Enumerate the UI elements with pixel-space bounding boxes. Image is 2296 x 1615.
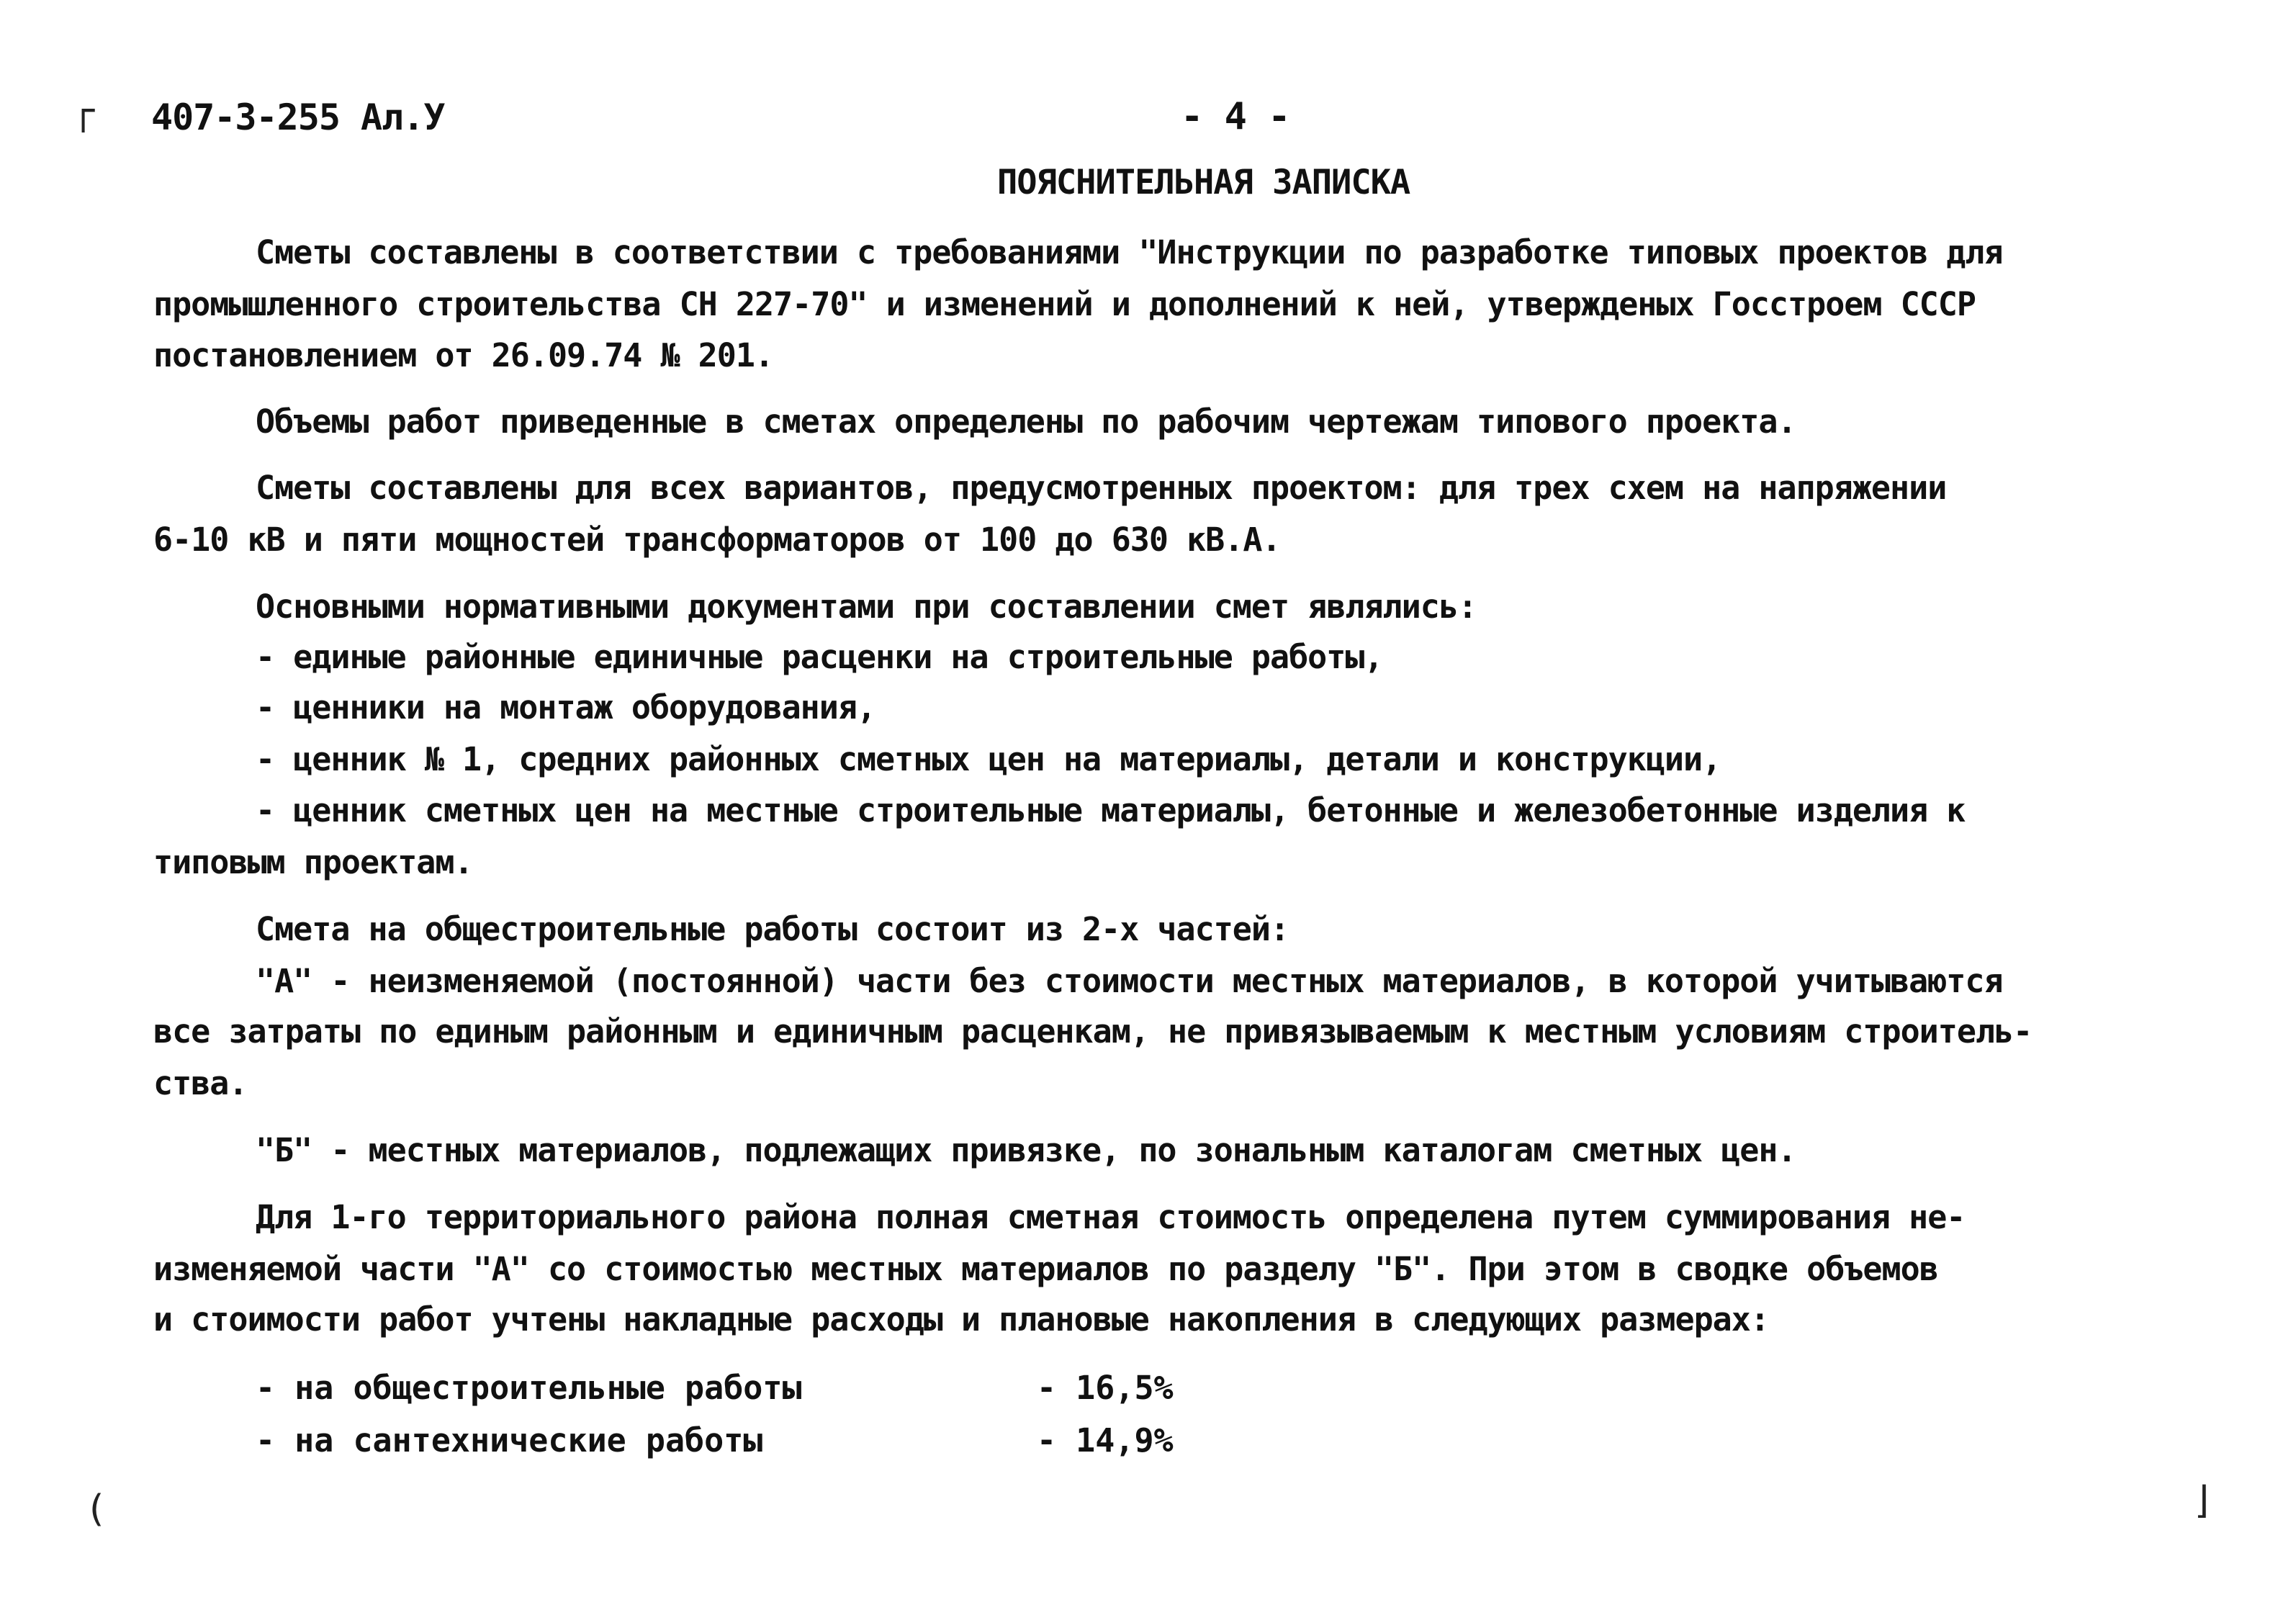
page-title: ПОЯСНИТЕЛЬНАЯ ЗАПИСКА — [997, 163, 1410, 202]
list-item: - единые районные единичные расценки на строительные работы, — [256, 638, 1383, 676]
text-line: Основными нормативными документами при составлении смет являлись: — [256, 588, 1477, 626]
document-code: 407-3-255 Ал.У — [151, 96, 445, 138]
corner-mark-top-left: ┌ — [72, 89, 95, 132]
text-line: "Б" - местных материалов, подлежащих привязке, по зональным каталогам сметных цен. — [256, 1131, 1796, 1169]
rate-value: - 16,5% — [1037, 1369, 1174, 1407]
text-line: все затраты по единым районным и единичным расценкам, не привязываемым к местным условиям строитель- — [153, 1012, 2032, 1051]
text-line: промышленного строительства СН 227-70" и изменений и дополнений к ней, утвержденых Госстроем СССР — [153, 285, 1976, 323]
text-line: "А" - неизменяемой (постоянной) части без стоимости местных материалов, в которой учитываются — [256, 962, 2003, 1000]
list-item: - ценники на монтаж оборудования, — [256, 688, 876, 726]
corner-mark-bottom-left: ( — [89, 1488, 104, 1531]
text-line: и стоимости работ учтены накладные расходы и плановые накопления в следующих размерах: — [153, 1300, 1769, 1339]
text-line: постановлением от 26.09.74 № 201. — [153, 336, 774, 374]
rate-label: - на сантехнические работы — [256, 1421, 763, 1459]
text-line: 6-10 кВ и пяти мощностей трансформаторов от 100 до 630 кВ.А. — [153, 521, 1281, 559]
text-line: Объемы работ приведенные в сметах определены по рабочим чертежам типового проекта. — [256, 402, 1796, 441]
rate-label: - на общестроительные работы — [256, 1369, 802, 1407]
rate-value: - 14,9% — [1037, 1421, 1174, 1459]
text-line: Для 1-го территориального района полная сметная стоимость определена путем суммирования не- — [256, 1198, 1966, 1236]
text-line: Сметы составлены в соответствии с требованиями "Инструкции по разработке типовых проектов для — [256, 233, 2003, 271]
text-line: изменяемой части "А" со стоимостью местных материалов по разделу "Б". При этом в сводке объемов — [153, 1250, 1938, 1288]
list-item: - ценник сметных цен на местные строительные материалы, бетонные и железобетонные изделия к — [256, 791, 1966, 829]
text-line: Смета на общестроительные работы состоит из 2-х частей: — [256, 910, 1289, 948]
page-number: - 4 - — [1181, 95, 1290, 138]
text-line: ства. — [153, 1064, 248, 1102]
text-line: типовым проектам. — [153, 843, 473, 881]
list-item: - ценник № 1, средних районных сметных цен на материалы, детали и конструкции, — [256, 740, 1721, 778]
corner-mark-bottom-right: ⌋ — [2194, 1479, 2210, 1522]
text-line: Сметы составлены для всех вариантов, предусмотренных проектом: для трех схем на напряжении — [256, 469, 1947, 507]
